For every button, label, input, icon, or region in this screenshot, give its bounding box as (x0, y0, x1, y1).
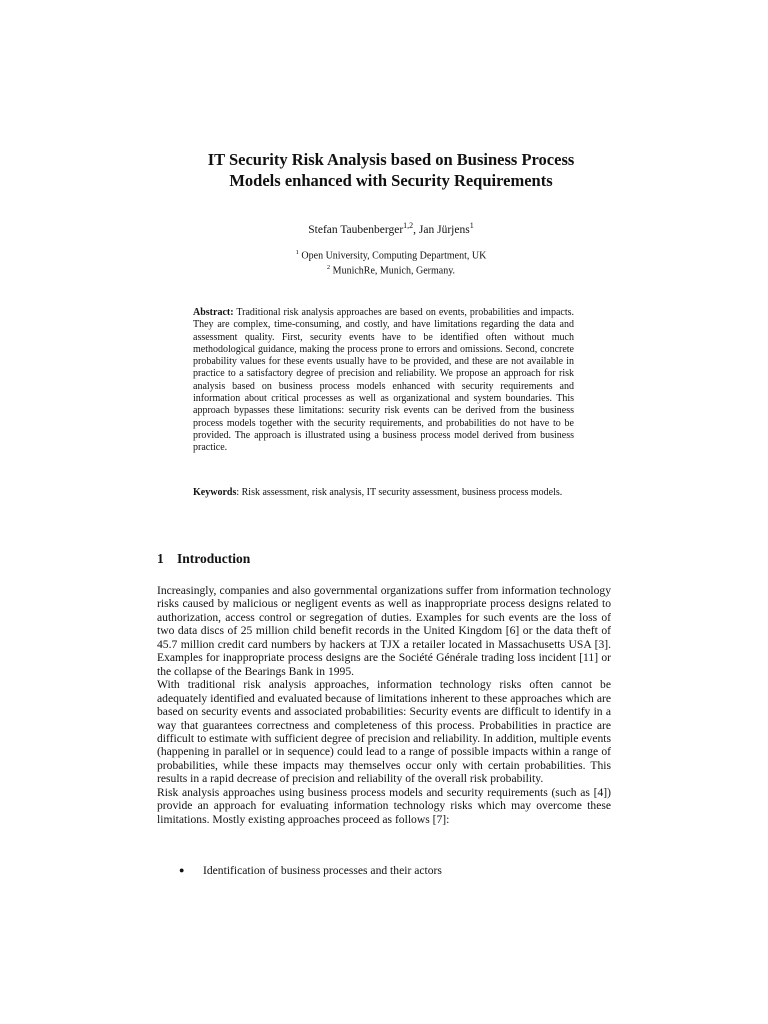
affiliation-mark: 2 (326, 264, 331, 272)
title-line-2: Models enhanced with Security Requirements (229, 171, 553, 190)
affiliation-text: Open University, Computing Department, UK (301, 250, 487, 262)
affiliations (150, 247, 632, 278)
abstract-text: Traditional risk analysis approaches are based on events, probabilities and impacts. They are complex, time-consuming, and costly, and have limitations regarding the data and assessment quality. First, security events have to be identified often without much methodological guidance, making the process prone to errors and omissions. Second, concrete probability values for these events usually have to be provided, and these are not available in practice to a satisfactory degree of precision and reliability. We propose an approach for risk analysis based on business process models enhanced with security requirements and information about critical processes as well as organizational and system boundaries. This approach bypasses these limitations: security risk events can be derived from the business process models together with the security requirements, and probabilities do not have to be provided. The approach is illustrated using a business process model derived from business practice. (193, 307, 575, 454)
author-list (150, 219, 632, 237)
author-name: Jan Jürjens (418, 223, 470, 236)
keywords-label: Keywords (193, 487, 237, 498)
bullet-dot: ● (179, 865, 185, 875)
affiliation-line (150, 262, 632, 277)
section-title: Introduction (177, 551, 251, 566)
author-affiliation-mark: 1 (469, 221, 474, 230)
title-line-1: IT Security Risk Analysis based on Business Process (207, 150, 575, 169)
author-separator: , (413, 223, 419, 236)
affiliation-line (150, 247, 632, 262)
keywords (193, 487, 574, 499)
keywords-text: : Risk assessment, risk analysis, IT security assessment, business process models. (236, 487, 563, 498)
body-paragraph: Risk analysis approaches using business process models and security requirements (such as [4]) provide an approach for evaluating information technology risks which may overcome these limitations. Mostly existing approaches proceed as follows [7]: (157, 785, 611, 826)
bullet-list (157, 864, 611, 877)
abstract (193, 307, 574, 455)
affiliation-text: MunichRe, Munich, Germany. (332, 265, 456, 277)
affiliation-mark: 1 (295, 249, 299, 256)
body-paragraph: Increasingly, companies and also governmental organizations suffer from information technology risks caused by malicious or negligent events as well as inappropriate process designs related to authorization, access control or segregation of duties. Examples for such events are the loss of two data discs of 25 million child benefit records in the United Kingdom [6] or the data theft of 45.7 million credit card numbers by hackers at TJX a retailer located in Massachusetts USA [3]. Examples for inappropriate process designs are the Société Générale trading loss incident [11] or the collapse of the Bearings Bank in 1995. (157, 584, 611, 678)
section-heading (157, 550, 250, 568)
paper-title (150, 149, 632, 191)
bullet-item (157, 864, 611, 877)
abstract-label: Abstract: (193, 307, 234, 318)
section-number: 1 (157, 551, 164, 566)
author-affiliation-mark: 1,2 (403, 221, 414, 230)
body-paragraph: With traditional risk analysis approaches, information technology risks often cannot be adequately identified and evaluated because of limitations inherent to these approaches which are based on security events and associated probabilities: Security events are difficult to identify in a way that guarantees correctness and completeness of this process. Probabilities in practice are difficult to estimate with sufficient degree of precision and reliability. In addition, multiple events (happening in parallel or in sequence) could lead to a range of possible impacts within a range of probabilities, while these impacts may themselves occur only with certain probabilities. This results in a rapid decrease of precision and reliability of the overall risk probability. (157, 678, 611, 786)
author-name: Stefan Taubenberger (308, 223, 404, 236)
section-body (157, 584, 611, 826)
bullet-text: Identification of business processes and their actors (203, 864, 442, 877)
